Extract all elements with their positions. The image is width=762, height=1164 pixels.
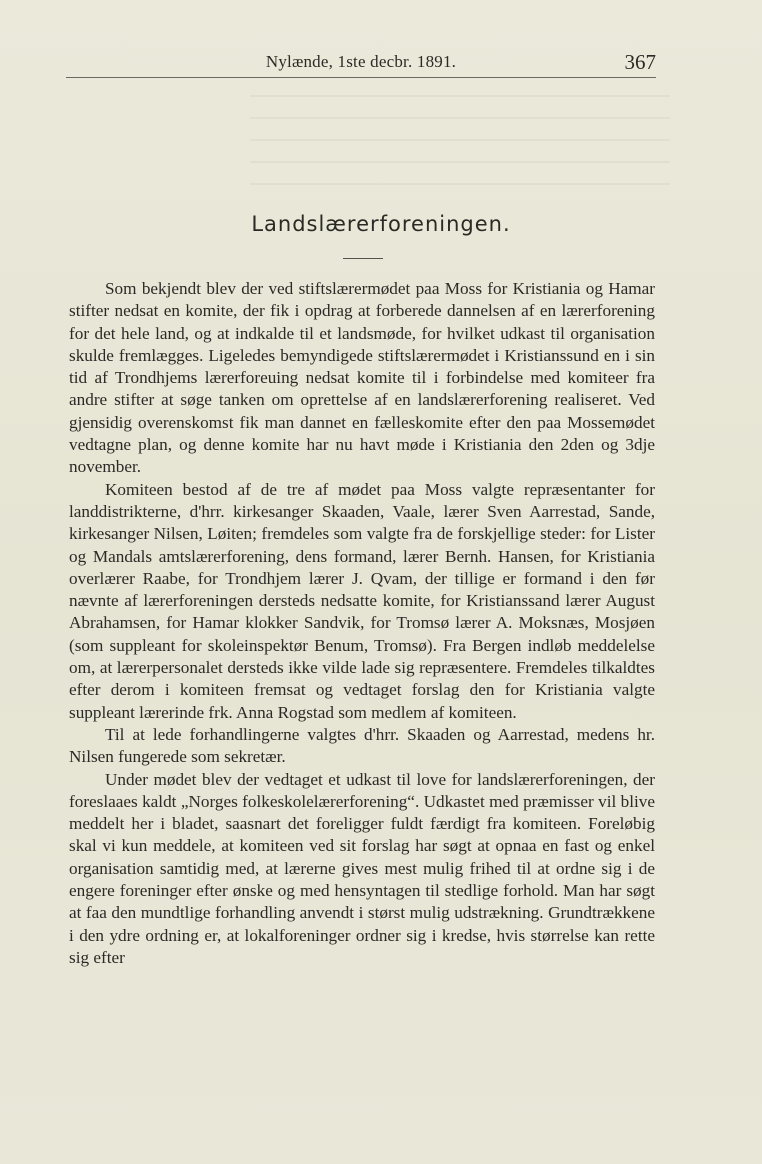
show-through-texture xyxy=(250,95,670,205)
paragraph: Som bekjendt blev der ved stiftslærermødet paa Moss for Kristiania og Hamar stifter nedsat en komite, der fik i opdrag at forberede dannelsen af en lærerforening for det hele land, og at indkalde til et landsmøde, for hvilket udkast til organisation skulde fremlægges. Ligeledes bemyndigede stiftslærermødet i Kristianssund en i sin tid af Trondhjems lærerforeuing nedsat komite til i forbindelse med komiteer fra andre stifter at søge tanken om oprettelse af en landslærerforening realiseret. Ved gjensidig overenskomst fik man dannet en fælleskomite efter den paa Mossemødet vedtagne plan, og denne komite har nu havt møde i Kristiania den 2den og 3dje november. xyxy=(69,279,655,477)
page-number: 367 xyxy=(624,50,656,74)
header-rule xyxy=(66,77,656,78)
article-body xyxy=(69,278,655,969)
paragraph: Under mødet blev der vedtaget et udkast til love for landslærerforeningen, der foreslaaes kaldt „Norges folkeskolelærerforening“. Udkastet med præmisser vil blive meddelt her i bladet, saasnart det foreligger fuldt færdigt fra komiteen. Foreløbig skal vi kun meddele, at komiteen ved sit forslag har søgt at opnaa en fast og enkel organisation samtidig med, at lærerne gives mest mulig frihed til at ordne sig i de engere foreninger efter ønske og med hensyntagen til stedlige forhold. Man har søgt at faa den mundtlige forhandling anvendt i størst mulig udstrækning. Grundtrækkene i den ydre ordning er, at lokalforeninger ordner sig i kredse, hvis størrelse kan rette sig efter xyxy=(69,769,655,967)
paragraph: Til at lede forhandlingerne valgtes d'hrr. Skaaden og Aarrestad, medens hr. Nilsen fungerede som sekretær. xyxy=(69,724,655,767)
article-title: Landslærerforeningen. xyxy=(251,212,511,236)
title-divider xyxy=(343,258,383,259)
running-title: Nylænde, 1ste decbr. 1891. xyxy=(265,52,457,71)
paragraph: Komiteen bestod af de tre af mødet paa Moss valgte repræsentanter for landdistrikterne, d'hrr. kirkesanger Skaaden, Vaale, lærer Sven Aarrestad, Sande, kirkesanger Nilsen, Løiten; fremdeles som valgte fra de forskjellige steder: for Lister og Mandals amtslærerforening, dens formand, lærer Bernh. Hansen, for Kristiania overlærer Raabe, for Trondhjem lærer J. Qvam, der tillige er formand i den før nævnte af lærerforeningen dersteds nedsatte komite, for Kristianssand lærer August Abrahamsen, for Hamar klokker Sandvik, for Tromsø lærer A. Moksnæs, Mosjøen (som suppleant for skoleinspektør Benum, Tromsø). Fra Bergen indløb meddelelse om, at lærerpersonalet dersteds ikke vilde lade sig repræsentere. Fremdeles tilkaldtes efter derom i komiteen fremsat og vedtaget forslag den for Kristiania valgte suppleant lærerinde frk. Anna Rogstad som medlem af komiteen. xyxy=(69,479,655,722)
running-header xyxy=(66,50,656,80)
